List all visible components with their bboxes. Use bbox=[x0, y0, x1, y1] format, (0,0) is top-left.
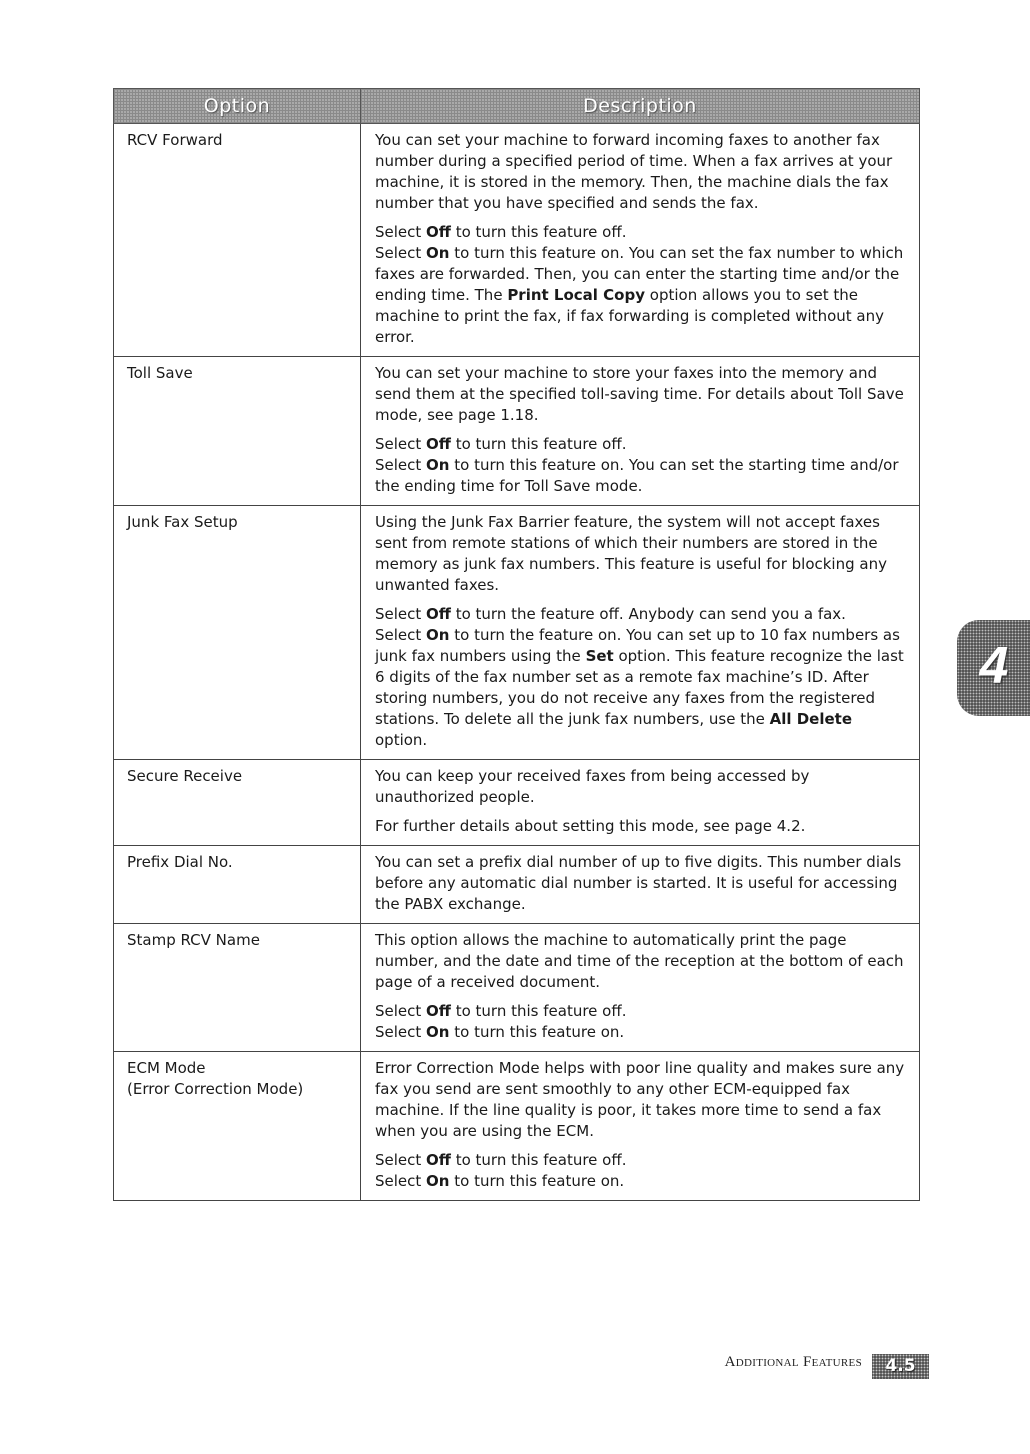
description-paragraph bbox=[375, 604, 907, 751]
page-number: 4.5 bbox=[872, 1354, 929, 1379]
text-segment: to turn this feature on. You can set the fax number to which faxes are forwarded. Then, you can enter the starting time and/or the ending time. The bbox=[375, 244, 904, 304]
description-cell bbox=[361, 760, 920, 846]
description-column-header: Description bbox=[361, 89, 920, 124]
text-segment: Select bbox=[375, 605, 427, 623]
text-segment: Select bbox=[375, 456, 427, 474]
option-cell bbox=[114, 846, 361, 924]
description-paragraph bbox=[375, 434, 907, 497]
text-segment: to turn the feature on. You can set up to 10 fax numbers as junk fax numbers using the bbox=[375, 626, 900, 665]
bold-term: Off bbox=[426, 1002, 451, 1020]
text-segment: You can set your machine to store your faxes into the memory and send them at the specified toll-saving time. For details about Toll Save mode, see page 1.18. bbox=[375, 364, 904, 424]
description-paragraph bbox=[375, 363, 907, 426]
text-segment: to turn this feature off. bbox=[450, 1002, 627, 1020]
description-paragraph bbox=[375, 852, 907, 915]
text-segment: Select bbox=[375, 1023, 427, 1041]
option-name: RCV Forward bbox=[127, 131, 223, 149]
bold-term: Off bbox=[426, 435, 451, 453]
text-segment: Select bbox=[375, 1151, 427, 1169]
text-segment: You can set a prefix dial number of up to five digits. This number dials before any automatic dial number is started. It is useful for accessing the PABX exchange. bbox=[375, 853, 902, 913]
footer-section-title: Additional Features bbox=[724, 1354, 862, 1370]
option-name: Prefix Dial No. bbox=[127, 853, 233, 871]
text-segment: to turn this feature on. bbox=[449, 1023, 625, 1041]
text-segment: Select bbox=[375, 1172, 427, 1190]
option-name: Junk Fax Setup bbox=[127, 513, 238, 531]
text-segment: Select bbox=[375, 223, 427, 241]
text-segment: to turn this feature off. bbox=[450, 1151, 627, 1169]
text-segment: Select bbox=[375, 244, 427, 262]
bold-term: Print Local Copy bbox=[507, 286, 645, 304]
option-cell bbox=[114, 924, 361, 1052]
description-cell bbox=[361, 124, 920, 357]
option-cell bbox=[114, 760, 361, 846]
bold-term: On bbox=[426, 244, 450, 262]
text-segment: Error Correction Mode helps with poor line quality and makes sure any fax you send are sent smoothly to any other ECM-equipped fax machine. If the line quality is poor, it takes more time to send a fax when you are using the ECM. bbox=[375, 1059, 905, 1140]
option-column-header: Option bbox=[114, 89, 361, 124]
bold-term: Off bbox=[426, 1151, 451, 1169]
text-segment: This option allows the machine to automatically print the page number, and the date and time of the reception at the bottom of each page of a received document. bbox=[375, 931, 904, 991]
option-name: (Error Correction Mode) bbox=[127, 1080, 304, 1098]
bold-term: Off bbox=[426, 605, 451, 623]
text-segment: option. bbox=[375, 731, 428, 749]
description-cell bbox=[361, 506, 920, 760]
chapter-tab bbox=[957, 620, 1030, 716]
description-cell bbox=[361, 924, 920, 1052]
description-cell bbox=[361, 1052, 920, 1201]
option-name: Toll Save bbox=[127, 364, 193, 382]
text-segment: You can set your machine to forward incoming faxes to another fax number during a specified period of time. When a fax arrives at your machine, it is stored in the memory. Then, the machine dials the fax number that you have specified and sends the fax. bbox=[375, 131, 893, 212]
description-paragraph bbox=[375, 930, 907, 993]
table-row bbox=[114, 846, 920, 924]
option-name: Secure Receive bbox=[127, 767, 243, 785]
text-segment: Select bbox=[375, 626, 427, 644]
text-segment: to turn this feature on. You can set the starting time and/or the ending time for Toll Save mode. bbox=[375, 456, 899, 495]
bold-term: On bbox=[426, 1172, 450, 1190]
description-paragraph bbox=[375, 222, 907, 348]
option-cell bbox=[114, 506, 361, 760]
option-name: Stamp RCV Name bbox=[127, 931, 260, 949]
text-segment: You can keep your received faxes from being accessed by unauthorized people. bbox=[375, 767, 810, 806]
text-segment: to turn this feature on. bbox=[449, 1172, 625, 1190]
text-segment: option. This feature recognize the last 6 digits of the fax number set as a remote fax machine’s ID. After storing numbers, you do not receive any faxes from the registered stations. To delete all the junk fax numbers, use the bbox=[375, 647, 904, 728]
description-paragraph bbox=[375, 1150, 907, 1192]
table-row bbox=[114, 506, 920, 760]
option-name: ECM Mode bbox=[127, 1059, 206, 1077]
description-paragraph bbox=[375, 1058, 907, 1142]
description-paragraph bbox=[375, 1001, 907, 1043]
description-paragraph bbox=[375, 512, 907, 596]
table-header-row bbox=[114, 89, 920, 124]
text-segment: For further details about setting this mode, see page 4.2. bbox=[375, 817, 806, 835]
description-cell bbox=[361, 846, 920, 924]
table-row bbox=[114, 357, 920, 506]
option-cell bbox=[114, 124, 361, 357]
bold-term: All Delete bbox=[769, 710, 852, 728]
table-row bbox=[114, 124, 920, 357]
description-paragraph bbox=[375, 816, 907, 837]
text-segment: Select bbox=[375, 1002, 427, 1020]
text-segment: option allows you to set the machine to print the fax, if fax forwarding is completed without any error. bbox=[375, 286, 884, 346]
bold-term: On bbox=[426, 456, 450, 474]
option-cell bbox=[114, 357, 361, 506]
text-segment: to turn this feature off. bbox=[450, 435, 627, 453]
table-row bbox=[114, 1052, 920, 1201]
text-segment: Using the Junk Fax Barrier feature, the system will not accept faxes sent from remote stations of which their numbers are stored in the memory as junk fax numbers. This feature is useful for blocking any unwanted faxes. bbox=[375, 513, 887, 594]
bold-term: On bbox=[426, 626, 450, 644]
bold-term: Set bbox=[585, 647, 614, 665]
bold-term: On bbox=[426, 1023, 450, 1041]
description-paragraph bbox=[375, 766, 907, 808]
chapter-number: 4 bbox=[979, 637, 1009, 695]
text-segment: to turn this feature off. bbox=[450, 223, 627, 241]
text-segment: Select bbox=[375, 435, 427, 453]
table-row bbox=[114, 924, 920, 1052]
options-table bbox=[113, 88, 920, 1201]
table-row bbox=[114, 760, 920, 846]
option-cell bbox=[114, 1052, 361, 1201]
text-segment: to turn the feature off. Anybody can send you a fax. bbox=[450, 605, 846, 623]
description-paragraph bbox=[375, 130, 907, 214]
bold-term: Off bbox=[426, 223, 451, 241]
description-cell bbox=[361, 357, 920, 506]
